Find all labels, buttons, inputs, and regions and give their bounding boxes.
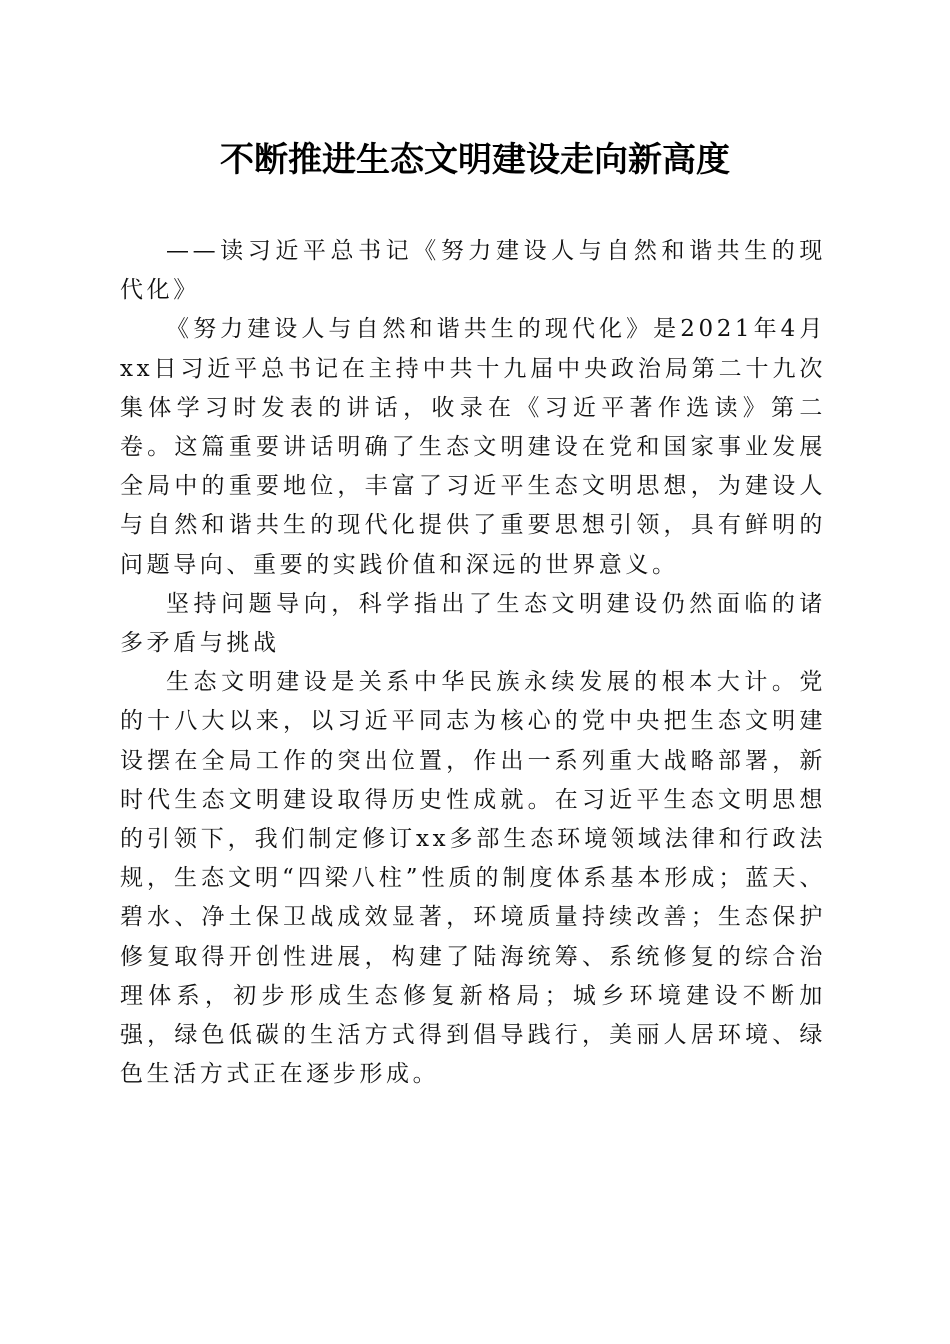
body-paragraph: 生态文明建设是关系中华民族永续发展的根本大计。党的十八大以来，以习近平同志为核心的党中央把生态文明建设摆在全局工作的突出位置，作出一系列重大战略部署，新时代生态文明建设取得历史性成就。在习近平生态文明思想的引领下，我们制定修订xx多部生态环境领域法律和行政法规，生态文明“四梁八柱”性质的制度体系基本形成；蓝天、碧水、净土保卫战成效显著，环境质量持续改善；生态保护修复取得开创性进展，构建了陆海统筹、系统修复的综合治理体系，初步形成生态修复新格局；城乡环境建设不断加强，绿色低碳的生活方式得到倡导践行，美丽人居环境、绿色生活方式正在逐步形成。 bbox=[120, 669, 826, 1088]
document-body bbox=[120, 232, 826, 1094]
document-title: 不断推进生态文明建设走向新高度 bbox=[220, 140, 730, 180]
subtitle-paragraph: ——读习近平总书记《努力建设人与自然和谐共生的现代化》 bbox=[120, 238, 826, 304]
section-heading-paragraph: 坚持问题导向，科学指出了生态文明建设仍然面临的诸多矛盾与挑战 bbox=[120, 590, 826, 657]
intro-paragraph: 《努力建设人与自然和谐共生的现代化》是2021年4月xx日习近平总书记在主持中共十九届中央政治局第二十九次集体学习时发表的讲话，收录在《习近平著作选读》第二卷。这篇重要讲话明确了生态文明建设在党和国家事业发展全局中的重要地位，丰富了习近平生态文明思想，为建设人与自然和谐共生的现代化提供了重要思想引领，具有鲜明的问题导向、重要的实践价值和深远的世界意义。 bbox=[120, 316, 826, 578]
